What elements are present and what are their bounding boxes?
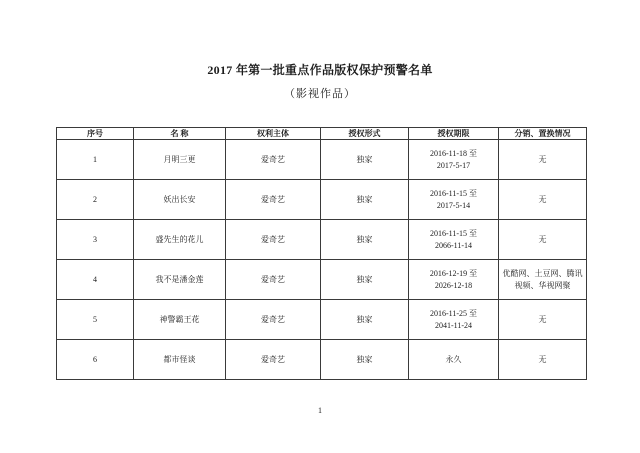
period-value: 永久 [445, 354, 462, 364]
cell-owner: 爱奇艺 [226, 140, 321, 180]
cell-no: 2 [57, 180, 134, 220]
header-name: 名 称 [134, 128, 226, 140]
period-start: 2016-11-15 至 [429, 228, 478, 238]
cell-owner: 爱奇艺 [226, 220, 321, 260]
cell-name: 盛先生的花儿 [134, 220, 226, 260]
document-title: 2017 年第一批重点作品版权保护预警名单 [207, 63, 433, 77]
cell-period [409, 220, 499, 260]
cell-name: 月明三更 [134, 140, 226, 180]
cell-form: 独家 [321, 220, 409, 260]
table-row [57, 340, 587, 380]
cell-form: 独家 [321, 300, 409, 340]
header-no: 序号 [57, 128, 134, 140]
table-row [57, 300, 587, 340]
cell-distribution [499, 300, 587, 340]
cell-period [409, 340, 499, 380]
period-end: 2017-5-14 [436, 200, 471, 210]
cell-name: 我不是潘金莲 [134, 260, 226, 300]
period-start: 2016-11-15 至 [429, 188, 478, 198]
cell-name: 妖出长安 [134, 180, 226, 220]
cell-distribution [499, 140, 587, 180]
cell-form: 独家 [321, 180, 409, 220]
cell-name: 神警霸王花 [134, 300, 226, 340]
table-body [57, 140, 587, 380]
distribution-text: 无 [538, 194, 547, 204]
cell-no: 4 [57, 260, 134, 300]
cell-distribution [499, 220, 587, 260]
header-period: 授权期限 [409, 128, 499, 140]
distribution-text: 无 [538, 234, 547, 244]
cell-owner: 爱奇艺 [226, 260, 321, 300]
header-owner: 权利主体 [226, 128, 321, 140]
cell-period [409, 180, 499, 220]
period-start: 2016-12-19 至 [429, 268, 478, 278]
distribution-text: 视频、华视网聚 [514, 280, 571, 290]
cell-form: 独家 [321, 340, 409, 380]
cell-name: 都市怪谈 [134, 340, 226, 380]
cell-owner: 爱奇艺 [226, 180, 321, 220]
header-form: 授权形式 [321, 128, 409, 140]
cell-owner: 爱奇艺 [226, 340, 321, 380]
distribution-text: 无 [538, 314, 547, 324]
cell-no: 6 [57, 340, 134, 380]
cell-no: 1 [57, 140, 134, 180]
cell-period [409, 300, 499, 340]
distribution-text: 无 [538, 154, 547, 164]
distribution-text: 优酷网、土豆网、腾讯 [502, 268, 583, 278]
cell-period [409, 260, 499, 300]
cell-distribution [499, 180, 587, 220]
distribution-text: 无 [538, 354, 547, 364]
cell-owner: 爱奇艺 [226, 300, 321, 340]
period-start: 2016-11-18 至 [429, 148, 478, 158]
table-row [57, 140, 587, 180]
page-number: 1 [318, 406, 322, 415]
cell-period [409, 140, 499, 180]
period-start: 2016-11-25 至 [429, 308, 478, 318]
cell-no: 5 [57, 300, 134, 340]
cell-distribution [499, 260, 587, 300]
cell-distribution [499, 340, 587, 380]
cell-no: 3 [57, 220, 134, 260]
warning-list-table [56, 127, 587, 380]
header-distribution: 分销、置换情况 [499, 128, 587, 140]
table-row [57, 220, 587, 260]
table-row [57, 260, 587, 300]
period-end: 2041-11-24 [434, 320, 473, 330]
period-end: 2066-11-14 [434, 240, 473, 250]
period-end: 2017-5-17 [436, 160, 471, 170]
table-header [57, 128, 587, 140]
cell-form: 独家 [321, 260, 409, 300]
document-subtitle: （影视作品） [284, 88, 356, 100]
table-row [57, 180, 587, 220]
period-end: 2026-12-18 [434, 280, 473, 290]
header-row [57, 128, 587, 140]
cell-form: 独家 [321, 140, 409, 180]
